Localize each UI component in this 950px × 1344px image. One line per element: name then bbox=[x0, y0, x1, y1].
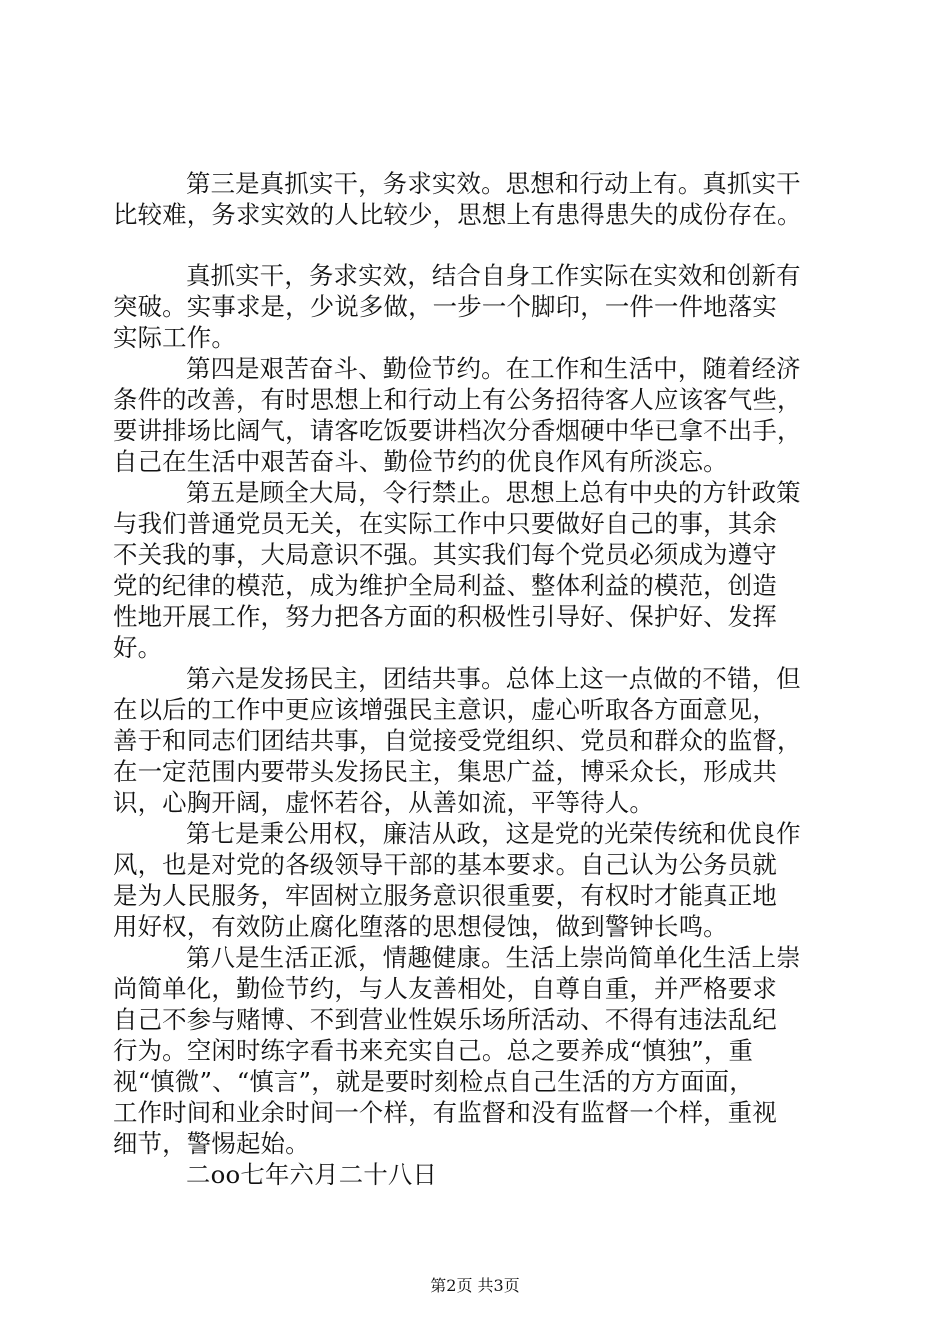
text-line: 是为人民服务，牢固树立服务意识很重要，有权时才能真正地 bbox=[113, 881, 777, 910]
date-line: 二oo七年六月二十八日 bbox=[186, 1160, 438, 1189]
text-line: 细节，警惕起始。 bbox=[113, 1129, 310, 1158]
text-line: 行为。空闲时练字看书来充实自己。总之要养成“慎独”，重 bbox=[113, 1036, 754, 1065]
text-line: 自己在生活中艰苦奋斗、勤俭节约的优良作风有所淡忘。 bbox=[113, 447, 728, 476]
text-line: 性地开展工作，努力把各方面的积极性引导好、保护好、发挥 bbox=[113, 602, 777, 631]
text-line: 真抓实干，务求实效，结合自身工作实际在实效和创新有 bbox=[186, 261, 801, 290]
text-line: 与我们普通党员无关，在实际工作中只要做好自己的事，其余 bbox=[113, 509, 777, 538]
page-number-footer: 第2页 共3页 bbox=[430, 1276, 520, 1295]
text-line: 第三是真抓实干，务求实效。思想和行动上有。真抓实干 bbox=[186, 169, 801, 198]
text-line: 第七是秉公用权，廉洁从政，这是党的光荣传统和优良作 bbox=[186, 819, 801, 848]
text-line: 条件的改善，有时思想上和行动上有公务招待客人应该客气些， bbox=[113, 385, 802, 414]
text-line: 尚简单化，勤俭节约，与人友善相处，自尊自重，并严格要求 bbox=[113, 974, 777, 1003]
text-line: 突破。实事求是，少说多做，一步一个脚印，一件一件地落实 bbox=[113, 292, 777, 321]
text-line: 好。 bbox=[113, 633, 163, 662]
text-line: 善于和同志们团结共事，自觉接受党组织、党员和群众的监督， bbox=[113, 726, 802, 755]
text-line: 用好权，有效防止腐化堕落的思想侵蚀，做到警钟长鸣。 bbox=[113, 912, 728, 941]
text-line: 识，心胸开阔，虚怀若谷，从善如流，平等待人。 bbox=[113, 788, 654, 817]
text-line: 实际工作。 bbox=[113, 323, 236, 352]
text-line: 比较难，务求实效的人比较少，思想上有患得患失的成份存在。 bbox=[113, 200, 802, 229]
text-line: 第四是艰苦奋斗、勤俭节约。在工作和生活中，随着经济 bbox=[186, 354, 801, 383]
text-line: 在一定范围内要带头发扬民主，集思广益，博采众长，形成共 bbox=[113, 757, 777, 786]
text-line: 不关我的事，大局意识不强。其实我们每个党员必须成为遵守 bbox=[113, 540, 777, 569]
text-line: 第六是发扬民主，团结共事。总体上这一点做的不错，但 bbox=[186, 664, 801, 693]
text-line: 第八是生活正派，情趣健康。生活上崇尚简单化生活上崇 bbox=[186, 943, 801, 972]
text-line: 自己不参与赌博、不到营业性娱乐场所活动、不得有违法乱纪 bbox=[113, 1005, 777, 1034]
document-body bbox=[113, 168, 843, 1190]
text-line: 第五是顾全大局，令行禁止。思想上总有中央的方针政策 bbox=[186, 478, 801, 507]
text-line: 工作时间和业余时间一个样，有监督和没有监督一个样，重视 bbox=[113, 1098, 777, 1127]
text-line: 在以后的工作中更应该增强民主意识，虚心听取各方面意见， bbox=[113, 695, 777, 724]
text-line: 要讲排场比阔气，请客吃饭要讲档次分香烟硬中华已拿不出手， bbox=[113, 416, 802, 445]
text-line: 风，也是对党的各级领导干部的基本要求。自己认为公务员就 bbox=[113, 850, 777, 879]
text-line: 视“慎微”、“慎言”，就是要时刻检点自己生活的方方面面， bbox=[113, 1067, 754, 1096]
text-line: 党的纪律的模范，成为维护全局利益、整体利益的模范，创造 bbox=[113, 571, 777, 600]
